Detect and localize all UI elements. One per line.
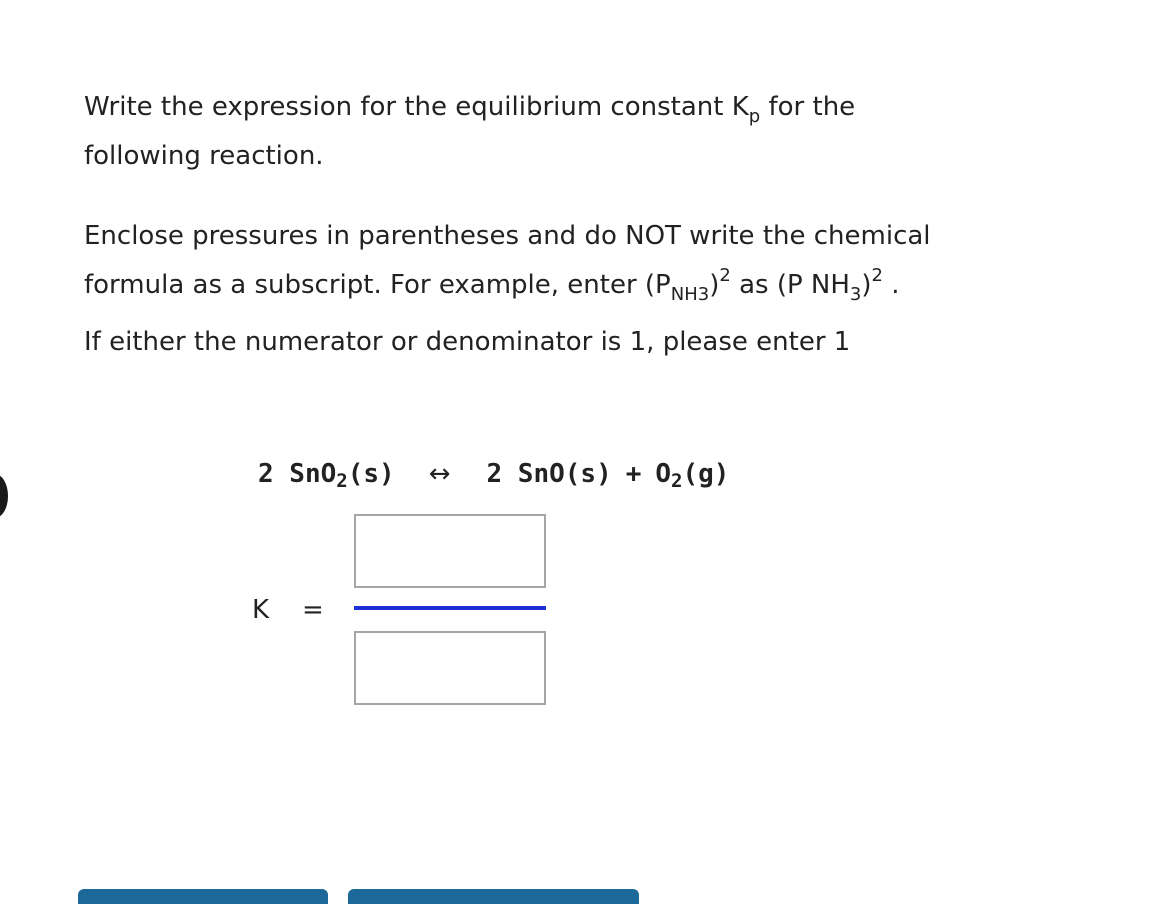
submit-answer-button[interactable] xyxy=(78,889,328,904)
try-another-version-button[interactable] xyxy=(348,889,639,904)
instruction-format xyxy=(84,212,931,310)
chemical-equation xyxy=(258,452,729,496)
example-end: . xyxy=(882,270,900,300)
instruction-line-4 xyxy=(84,261,931,310)
plus-sign: + xyxy=(625,459,642,489)
instruction-prompt xyxy=(84,83,855,181)
equilibrium-arrow-icon: ↔ xyxy=(428,459,451,489)
instruction-line-2: following reaction. xyxy=(84,141,324,171)
product-1: 2 SnO(s) xyxy=(486,459,612,489)
numerator-input[interactable] xyxy=(354,514,546,588)
example-sub-b: 3 xyxy=(849,284,862,305)
product-2-subscript: 2 xyxy=(671,470,683,492)
k-label: K xyxy=(252,595,270,625)
instruction-line-1 xyxy=(84,83,855,132)
example-superscript-b: 2 xyxy=(871,265,883,286)
example-text: formula as a subscript. For example, enter (P xyxy=(84,270,671,300)
reactant-subscript: 2 xyxy=(336,470,348,492)
side-handle xyxy=(0,474,8,518)
fraction-bar xyxy=(354,606,546,610)
instruction-line-5: If either the numerator or denominator is 1, please enter 1 xyxy=(84,327,851,357)
example-close-paren: ) xyxy=(709,270,720,300)
example-sub-3: 3 xyxy=(697,284,710,305)
reactant-formula: 2 SnO xyxy=(258,459,337,489)
example-superscript: 2 xyxy=(719,265,731,286)
product-2-formula: O xyxy=(655,459,672,489)
product-2-state: (g) xyxy=(682,459,730,489)
example-sub-nh: NH xyxy=(670,284,698,305)
prompt-text-end: for the xyxy=(760,92,856,122)
example-close-paren-b: ) xyxy=(861,270,872,300)
prompt-text: Write the expression for the equilibrium constant K xyxy=(84,92,749,122)
example-subscript xyxy=(671,284,709,305)
example-mid-text: as (P NH xyxy=(730,270,850,300)
equals-sign: = xyxy=(302,595,324,625)
instruction-line-3: Enclose pressures in parentheses and do NOT write the chemical xyxy=(84,221,931,251)
denominator-input[interactable] xyxy=(354,631,546,705)
reactant-state: (s) xyxy=(347,459,395,489)
kp-subscript: p xyxy=(748,106,761,127)
